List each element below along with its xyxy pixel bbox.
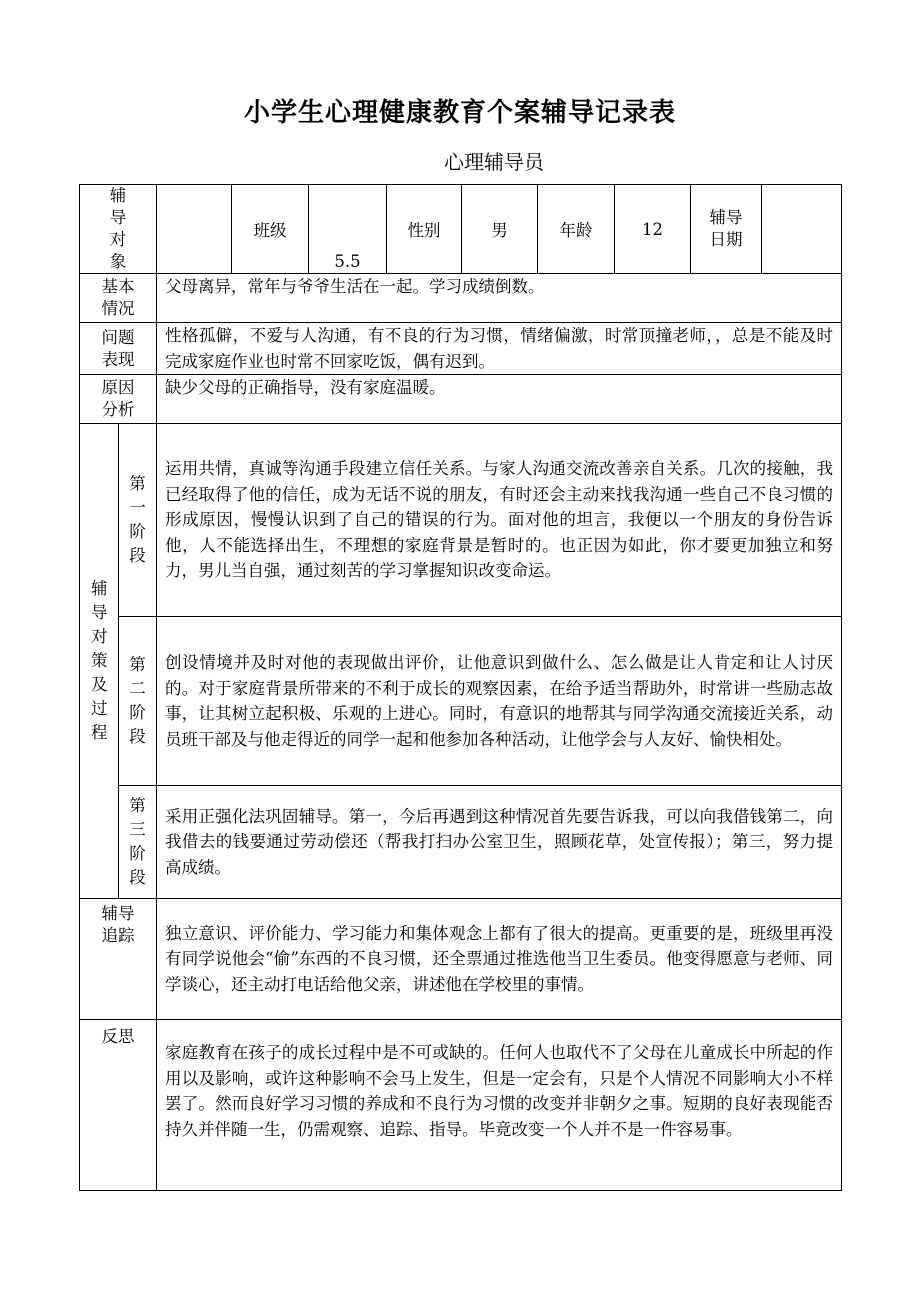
- stage-3-text: 采用正强化法巩固辅导。第一，今后再遇到这种情况首先要告诉我，可以向我借钱第二，向我借去的钱要通过劳动偿还（帮我打扫办公室卫生，照顾花草，处宣传报）；第三，努力提高成绩。: [157, 786, 842, 899]
- basic-info-text: 父母离异，常年与爷爷生活在一起。学习成绩倒数。: [157, 274, 842, 323]
- stage-2-row: [80, 617, 842, 786]
- age-value[interactable]: 12: [615, 185, 691, 274]
- tracking-label: 辅导追踪: [80, 899, 157, 1020]
- age-label: 年龄: [538, 185, 615, 274]
- cause-label: 原因分析: [80, 375, 157, 424]
- basic-info-row: [80, 274, 842, 323]
- stage-3-row: [80, 786, 842, 899]
- cause-row: [80, 375, 842, 424]
- date-label: 辅导日期: [691, 185, 762, 274]
- reflection-text: 家庭教育在孩子的成长过程中是不可或缺的。任何人也取代不了父母在儿童成长中所起的作用以及影响，或许这种影响不会马上发生，但是一定会有，只是个人情况不同影响大小不样罢了。然而良好学习习惯的养成和不良行为习惯的改变并非朝夕之事。短期的良好表现能否持久并伴随一生，仍需观察、追踪、指导。毕竟改变一个人并不是一件容易事。: [157, 1020, 842, 1191]
- class-label: 班级: [232, 185, 309, 274]
- form-title: 小学生心理健康教育个案辅导记录表: [243, 98, 676, 128]
- problem-label: 问题表现: [80, 323, 157, 375]
- stage-1-row: [80, 424, 842, 617]
- reflection-row: [80, 1020, 842, 1191]
- stage-1-text: 运用共情，真诚等沟通手段建立信任关系。与家人沟通交流改善亲自关系。几次的接触，我已经取得了他的信任，成为无话不说的朋友，有时还会主动来找我沟通一些自己不良习惯的形成原因，慢慢认识到了自己的错误的行为。面对他的坦言，我便以一个朋友的身份告诉他，人不能选择出生，不理想的家庭背景是暂时的。也正因为如此，你才要更加独立和努力，男儿当自强，通过刻苦的学习掌握知识改变命运。: [157, 424, 842, 617]
- date-value[interactable]: [762, 185, 842, 274]
- tracking-text: 独立意识、评价能力、学习能力和集体观念上都有了很大的提高。更重要的是，班级里再没有同学说他会“偷”东西的不良习惯，还全票通过推选他当卫生委员。他变得愿意与老师、同学谈心，还主动打电话给他父亲，讲述他在学校里的事情。: [157, 899, 842, 1020]
- strategy-label: [80, 424, 119, 899]
- counseling-record-table: [79, 184, 842, 1191]
- counselor-label: 心理辅导员: [444, 150, 544, 174]
- target-label: 辅导对象: [80, 185, 157, 274]
- reflection-label: 反思: [80, 1020, 157, 1191]
- tracking-row: [80, 899, 842, 1020]
- stage-1-label: 第一阶段: [119, 424, 157, 617]
- class-value[interactable]: 5.5: [309, 185, 387, 274]
- problem-row: [80, 323, 842, 375]
- stage-3-label: 第三阶段: [119, 786, 157, 899]
- basic-info-label: 基本情况: [80, 274, 157, 323]
- header-row: [80, 185, 842, 274]
- stage-2-label: 第二阶段: [119, 617, 157, 786]
- gender-label: 性别: [387, 185, 462, 274]
- target-value[interactable]: [157, 185, 232, 274]
- stage-2-text: 创设情境并及时对他的表现做出评价，让他意识到做什么、怎么做是让人肯定和让人讨厌的。对于家庭背景所带来的不利于成长的观察因素，在给予适当帮助外，时常讲一些励志故事，让其树立起积极、乐观的上进心。同时，有意识的地帮其与同学沟通交流接近关系，动员班干部及与他走得近的同学一起和他参加各种活动，让他学会与人友好、愉快相处。: [157, 617, 842, 786]
- problem-text: 性格孤僻，不爱与人沟通，有不良的行为习惯，情绪偏激，时常顶撞老师，，总是不能及时完成家庭作业也时常不回家吃饭，偶有迟到。: [157, 323, 842, 375]
- gender-value[interactable]: 男: [462, 185, 538, 274]
- strategy-label-text: 辅导对策及过程: [91, 579, 108, 742]
- cause-text: 缺少父母的正确指导，没有家庭温暖。: [157, 375, 842, 424]
